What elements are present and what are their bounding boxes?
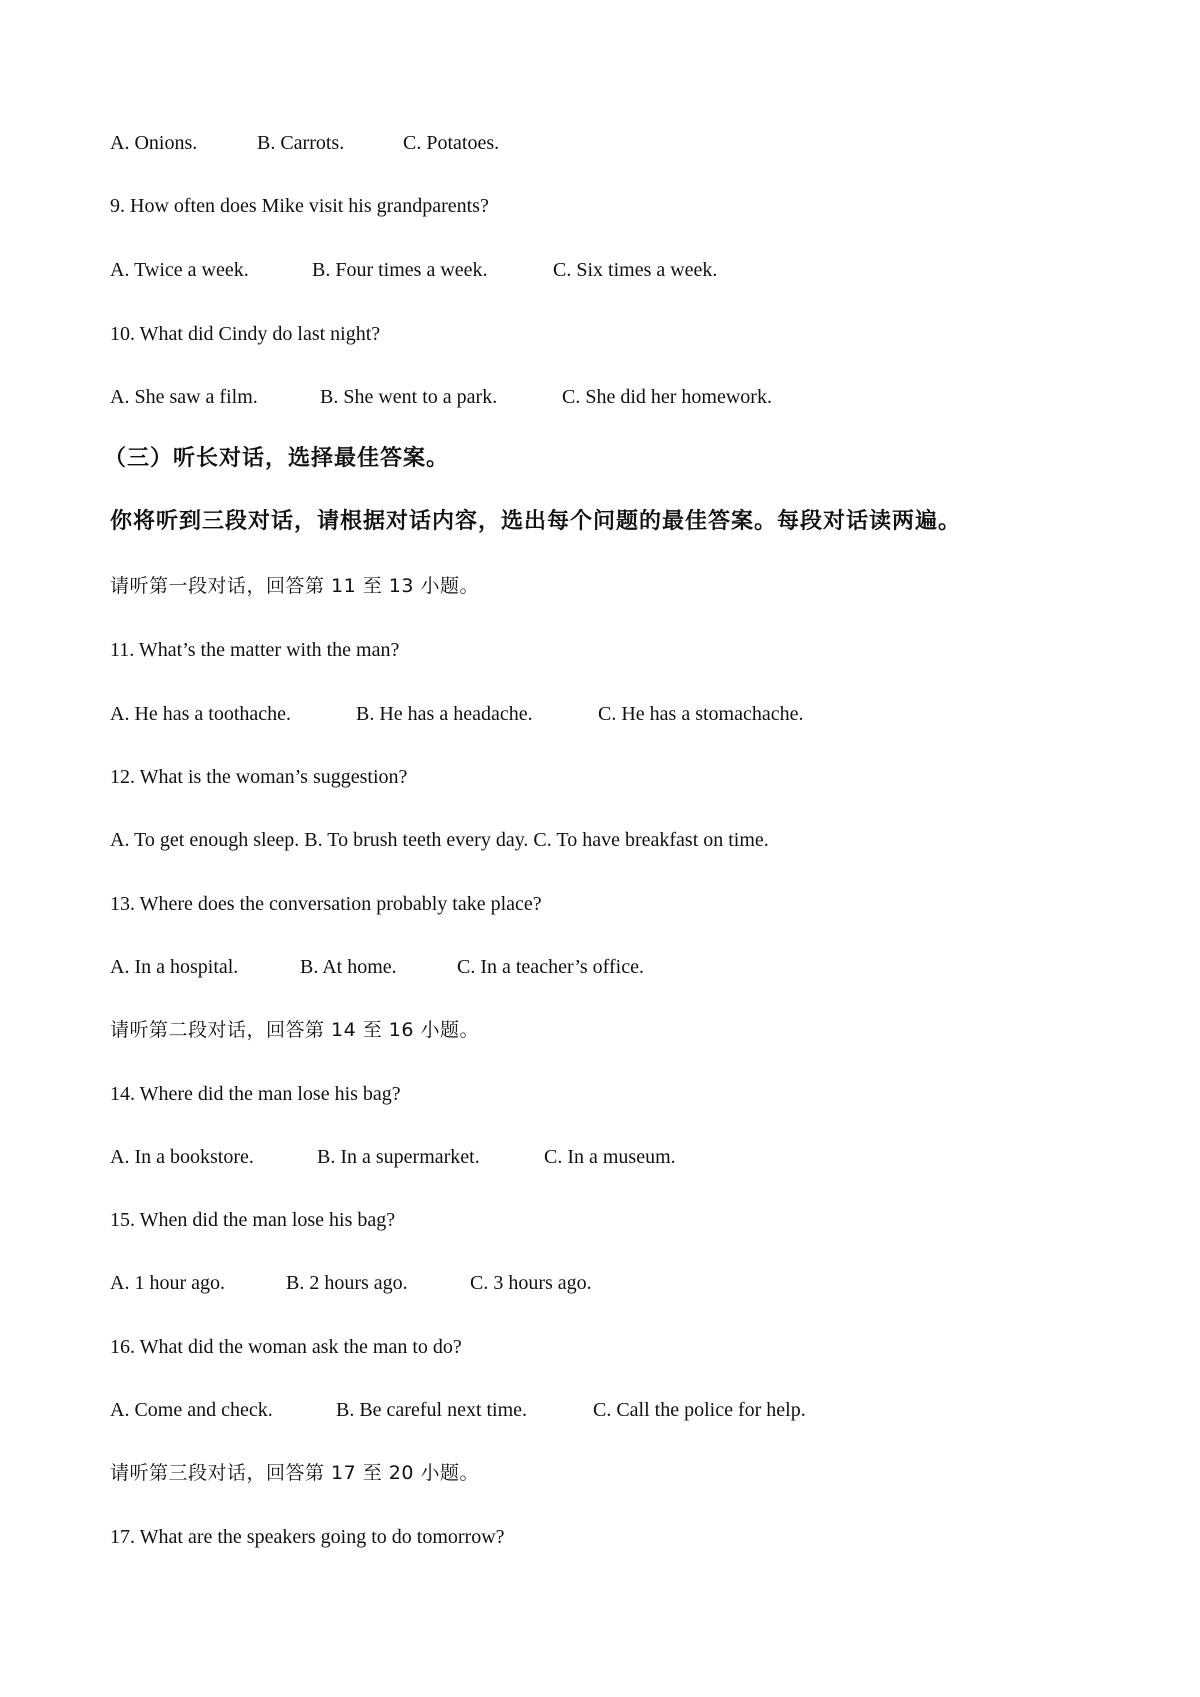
q14-options xyxy=(110,1145,676,1169)
q9-option-a[interactable]: A. Twice a week. xyxy=(110,259,249,281)
q13-options xyxy=(110,955,644,979)
q11-option-a[interactable]: A. He has a toothache. xyxy=(110,703,292,725)
dialogue2-intro: 请听第二段对话，回答第 14 至 16 小题。 xyxy=(110,1019,480,1041)
q15-option-a[interactable]: A. 1 hour ago. xyxy=(110,1272,225,1294)
q15-options xyxy=(110,1271,592,1295)
q9-question: 9. How often does Mike visit his grandparents? xyxy=(110,195,489,217)
q8-options xyxy=(110,131,499,155)
q15-question: 15. When did the man lose his bag? xyxy=(110,1209,396,1231)
q9-options xyxy=(110,258,717,282)
section-heading: （三）听长对话，选择最佳答案。 xyxy=(104,446,450,471)
q12-question: 12. What is the woman’s suggestion? xyxy=(110,766,408,788)
q8-option-c[interactable]: C. Potatoes. xyxy=(403,132,500,154)
q16-option-b[interactable]: B. Be careful next time. xyxy=(336,1399,528,1421)
q10-question: 10. What did Cindy do last night? xyxy=(110,323,381,345)
dialogue1-intro: 请听第一段对话，回答第 11 至 13 小题。 xyxy=(110,575,480,597)
q8-option-b[interactable]: B. Carrots. xyxy=(257,132,345,154)
q8-option-a[interactable]: A. Onions. xyxy=(110,132,198,154)
q11-options xyxy=(110,702,803,726)
q10-options xyxy=(110,385,772,409)
q15-option-c[interactable]: C. 3 hours ago. xyxy=(470,1272,592,1294)
section-instruction: 你将听到三段对话，请根据对话内容，选出每个问题的最佳答案。每段对话读两遍。 xyxy=(110,509,962,534)
q16-options xyxy=(110,1398,806,1422)
q10-option-a[interactable]: A. She saw a film. xyxy=(110,386,258,408)
q16-option-a[interactable]: A. Come and check. xyxy=(110,1399,273,1421)
q13-option-a[interactable]: A. In a hospital. xyxy=(110,956,239,978)
q10-option-c[interactable]: C. She did her homework. xyxy=(562,386,772,408)
q17-question: 17. What are the speakers going to do tomorrow? xyxy=(110,1526,505,1548)
q13-question: 13. Where does the conversation probably take place? xyxy=(110,893,542,915)
q14-option-c[interactable]: C. In a museum. xyxy=(544,1146,676,1168)
q13-option-b[interactable]: B. At home. xyxy=(300,956,397,978)
q9-option-c[interactable]: C. Six times a week. xyxy=(553,259,718,281)
q11-option-b[interactable]: B. He has a headache. xyxy=(356,703,533,725)
q16-option-c[interactable]: C. Call the police for help. xyxy=(593,1399,806,1421)
dialogue3-intro: 请听第三段对话，回答第 17 至 20 小题。 xyxy=(110,1462,480,1484)
q14-question: 14. Where did the man lose his bag? xyxy=(110,1083,401,1105)
q13-option-c[interactable]: C. In a teacher’s office. xyxy=(457,956,644,978)
q14-option-a[interactable]: A. In a bookstore. xyxy=(110,1146,254,1168)
q14-option-b[interactable]: B. In a supermarket. xyxy=(317,1146,480,1168)
q10-option-b[interactable]: B. She went to a park. xyxy=(320,386,498,408)
q16-question: 16. What did the woman ask the man to do? xyxy=(110,1336,462,1358)
q12-options[interactable]: A. To get enough sleep. B. To brush teeth every day. C. To have breakfast on time. xyxy=(110,829,769,851)
q11-option-c[interactable]: C. He has a stomachache. xyxy=(598,703,804,725)
q11-question: 11. What’s the matter with the man? xyxy=(110,639,400,661)
q15-option-b[interactable]: B. 2 hours ago. xyxy=(286,1272,408,1294)
q9-option-b[interactable]: B. Four times a week. xyxy=(312,259,488,281)
